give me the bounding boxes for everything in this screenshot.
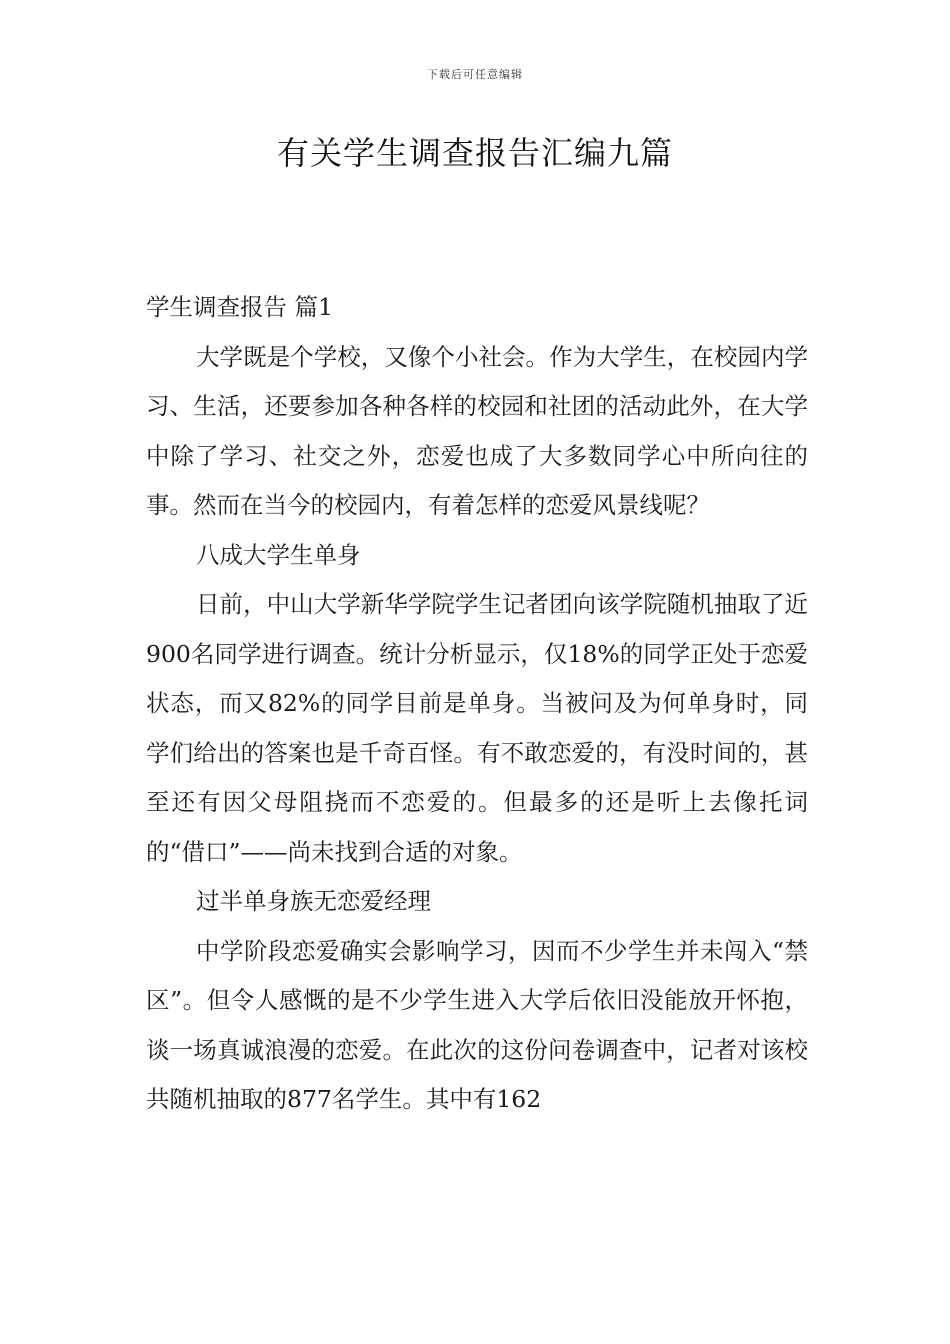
subheading-single-rate: 八成大学生单身 <box>196 540 361 569</box>
document-title: 有关学生调查报告汇编九篇 <box>276 134 673 172</box>
paragraph-high-school: 中学阶段恋爱确实会影响学习，因而不少学生并未闯入“禁区”。但令人感慨的是不少学生进入大学后依旧没能放开怀抱，谈一场真诚浪漫的恋爱。在此次的这份问卷调查中，记者对该校共随机抽取的877名学生。其中有162 <box>146 936 808 1113</box>
subheading-no-experience: 过半单身族无恋爱经理 <box>196 887 431 915</box>
document-body <box>146 283 808 1125</box>
section-heading: 学生调查报告 篇1 <box>146 293 333 321</box>
paragraph-intro: 大学既是个学校，又像个小社会。作为大学生，在校园内学习、生活，还要参加各种各样的校园和社团的活动此外，在大学中除了学习、社交之外，恋爱也成了大多数同学心中所向往的事。然而在当今的校园内，有着怎样的恋爱风景线呢？ <box>146 342 808 519</box>
paragraph-survey-results: 日前，中山大学新华学院学生记者团向该学院随机抽取了近900名同学进行调查。统计分析显示，仅18%的同学正处于恋爱状态，而又82%的同学目前是单身。当被问及为何单身时，同学们给出的答案也是千奇百怪。有不敢恋爱的，有没时间的，甚至还有因父母阻挠而不恋爱的。但最多的还是听上去像托词的“借口”——尚未找到合适的对象。 <box>146 590 808 866</box>
header-note: 下载后可任意编辑 <box>427 68 523 81</box>
